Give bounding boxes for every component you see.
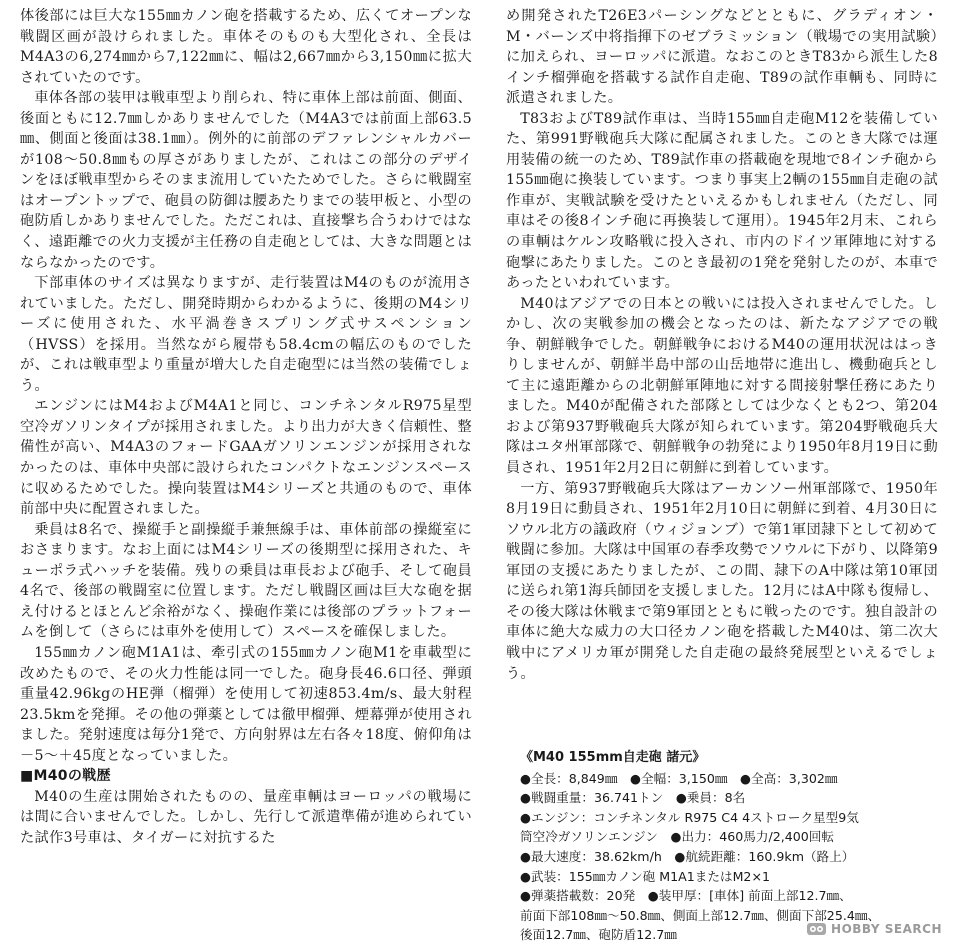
paragraph: 体後部には巨大な155㎜カノン砲を搭載するため、広くてオープンな戦闘区画が設けられました。車体そのものも大型化され、全長はM4A3の6,274㎜から7,122㎜に、幅は2,667㎜から3,150㎜に拡大されていたのです。 (20, 8, 472, 86)
spec-item: ●航続距離：160.9km（路上） (674, 848, 855, 864)
paragraph: エンジンにはM4およびM4A1と同じ、コンチネンタルR975星型空冷ガソリンタイプが採用されました。より出力が大きく信頼性、整備性が高い、M4A3のフォードGAAガソリンエンジンが採用されなかったのは、車体中央部に設けられたコンパクトなエンジンスペースに収めるためでした。操向装置はM4シリーズと共通のもので、車体前部中央に配置されました。 (20, 398, 472, 518)
watermark-text: HOBBY SEARCH (831, 922, 942, 936)
specs-title: 《M40 155mm自走砲 諸元》 (520, 750, 706, 765)
right-paragraphs (506, 6, 938, 684)
spec-line (520, 769, 940, 789)
paragraph: M40はアジアでの日本との戦いには投入されませんでした。しかし、次の実戦参加の機会となったのは、新たなアジアでの戦争、朝鮮戦争でした。朝鮮戦争におけるM40の運用状況ははっきりしませんが、朝鮮半島中部の山岳地帯に進出し、機動砲兵として主に遠距離からの北朝鮮軍陣地に対する間接射撃任務にあたりました。M40が配備された部隊としては少なくとも2つ、第204および第937野戦砲兵大隊が知られています。第204野戦砲兵大隊はユタ州軍部隊で、朝鮮戦争の勃発により1950年8月19日に動員され、1951年2月2日に朝鮮に到着しています。 (506, 295, 938, 477)
spec-line (520, 886, 940, 906)
spec-line (520, 788, 940, 808)
spec-line (520, 867, 940, 887)
spec-line (520, 808, 940, 828)
spec-item: ●出力：460馬力/2,400回転 (670, 829, 834, 845)
paragraph: T83およびT89試作車は、当時155㎜自走砲M12を装備していた、第991野戦砲兵大隊に配属されました。このとき大隊では運用装備の統一のため、T89試作車の搭載砲を現地で8インチ砲から155㎜砲に換装しています。つまり事実上2輌の155㎜自走砲の試作車が、実戦試験を受けたといえるかもしれません（ただし、同車はその後8インチ砲に再換装して運用）。1945年2月末、これらの車輌はケルン攻略戦に投入され、市内のドイツ軍陣地に対する砲撃にあたりました。このとき最初の1発を発射したのが、本車であったといわれています。 (506, 110, 938, 292)
hobby-search-logo-icon (807, 922, 827, 936)
paragraph: 下部車体のサイズは異なりますが、走行装置はM4のものが流用されていました。ただし、開発時期からわかるように、後期のM4シリーズに使用された、水平渦巻きスプリング式サスペンション（HVSS）を採用。当然ながら履帯も58.4cmの幅広のものでしたが、これは戦車型より重量が増大した自走砲型には当然の装備でしょう。 (20, 275, 472, 394)
spec-line (520, 827, 940, 847)
spec-item: 後面12.7㎜、砲防盾12.7㎜ (520, 927, 677, 943)
spec-item: ●弾薬搭載数：20発 (520, 888, 636, 904)
spec-item: ●乗員：8名 (675, 790, 746, 806)
specs-lines (520, 769, 940, 945)
spec-gap (658, 829, 671, 844)
spec-item: ●エンジン：コンチネンタル R975 C4 4ストローク星型9気 (520, 809, 859, 825)
paragraph: 155㎜カノン砲M1A1は、牽引式の155㎜カノン砲M1を車載型に改めたもので、その火力性能は同一でした。砲身長46.6口径、弾頭重量42.96kgのHE弾（榴弾）を使用して初速853.4m/s、最大射程23.5kmを発揮。その他の弾薬としては徹甲榴弾、煙幕弾が使用されました。発射速度は毎分1発で、方向射界は左右各々18度、俯仰角は－5～＋45度となっていました。 (20, 644, 472, 764)
specs-box (520, 748, 940, 945)
spec-item: ●全長：8,849㎜ (520, 770, 618, 786)
watermark (807, 922, 942, 936)
spec-item: 筒空冷ガソリンエンジン (520, 829, 658, 845)
spec-item: ●武装：155㎜カノン砲 M1A1またはM2×1 (520, 868, 771, 884)
spec-item: ●最大速度：38.62km/h (520, 848, 662, 864)
spec-gap (727, 771, 740, 786)
left-paragraphs (20, 6, 472, 766)
spec-gap (662, 849, 675, 864)
spec-gap (663, 790, 676, 805)
left-after-heading-paragraphs (20, 787, 472, 849)
spec-item: ●全高：3,302㎜ (740, 770, 838, 786)
left-column (20, 6, 472, 848)
paragraph: 車体各部の装甲は戦車型より削られ、特に車体上部は前面、側面、後面ともに12.7㎜しかありませんでした（M4A3では前面上部63.5㎜、側面と後面は38.1㎜）。例外的に前部のデファレンシャルカバーが108～50.8㎜もの厚さがありましたが、これはこの部分のデザインをほぼ戦車型からそのまま流用していたためでした。さらに戦闘室はオープントップで、砲員の防御は腰あたりまでの装甲板と、小型の砲防盾しかありませんでした。ただこれは、直接撃ち合うわけではなく、遠距離での火力支援が主任務の自走砲としては、大きな問題とはならなかったのです。 (20, 90, 472, 271)
section-heading: ■M40の戦歴 (20, 768, 111, 785)
right-column (506, 6, 938, 684)
paragraph: M40の生産は開始されたものの、量産車輌はヨーロッパの戦場には間に合いませんでした。しかし、先行して派遣準備が進められていた試作3号車は、タイガーに対抗するた (20, 788, 472, 846)
spec-item: ●全幅：3,150㎜ (630, 770, 728, 786)
spec-item: 前面下部108㎜～50.8㎜、側面上部12.7㎜、側面下部25.4㎜、 (520, 907, 881, 923)
spec-item: ●装甲厚：[車体] 前面上部12.7㎜、 (647, 888, 852, 904)
paragraph: め開発されたT26E3パーシングなどとともに、グラディオン・M・バーンズ中将指揮下のゼブラミッション（戦場での実用試験）に加えられ、ヨーロッパに派遣。なおこのときT83から派生した8インチ榴弾砲を搭載する試作自走砲、T89の試作車輌も、同時に派遣されました。 (506, 8, 938, 107)
paragraph: 一方、第937野戦砲兵大隊はアーカンソー州軍部隊で、1950年8月19日に動員され、1951年2月10日に朝鮮に到着、4月30日にソウル北方の議政府（ウィジョンブ）で第1軍団隷下として初めて戦闘に参加。大隊は中国軍の春季攻勢でソウルに下がり、以降第9軍団の支援にあたりましたが、この間、隷下のA中隊は第10軍団に送られ第1海兵師団を支援しました。12月にはA中隊も復帰し、その後大隊は休戦まで第9軍団とともに戦ったのです。独自設計の車体に絶大な威力の大口径カノン砲を搭載したM40は、第二次大戦中にアメリカ軍が開発した自走砲の最終発展型といえるでしょう。 (506, 480, 938, 682)
paragraph: 乗員は8名で、操縦手と副操縦手兼無線手は、車体前部の操縦室におさまります。なお上面にはM4シリーズの後期型に採用された、キューポラ式ハッチを装備。残りの乗員は車長および砲手、そして砲員4名で、後部の戦闘室に位置します。ただし戦闘区画は巨大な砲を据え付けるとほとんど余裕がなく、操砲作業には後部のプラットフォームを倒して（さらには車外を使用して）スペースを確保しました。 (20, 521, 472, 641)
spec-gap (617, 771, 630, 786)
spec-line (520, 847, 940, 867)
spec-item: ●戦闘重量：36.741トン (520, 790, 664, 806)
spec-gap (635, 888, 648, 903)
